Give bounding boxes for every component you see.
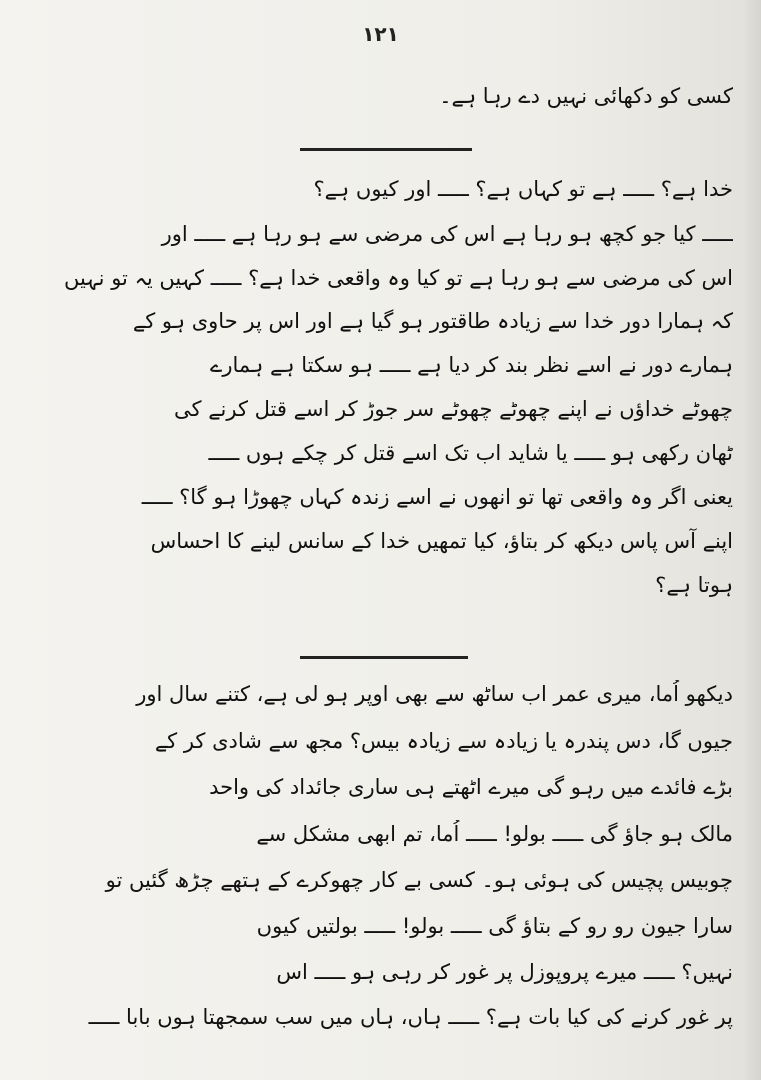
section3-line-1: دیکھو اُما، میری عمر اب ساٹھ سے بھی اوپر ہو لی ہے، کتنے سال اور [136,682,733,706]
section3-line-7: نہیں؟ ـــــ میرے پروپوزل پر غور کر رہی ہو ـــــ اس [276,960,733,984]
section2-line-8: یعنی اگر وہ واقعی تھا تو انھوں نے اسے زندہ کہاں چھوڑا ہو گا؟ ـــــ [141,485,733,509]
section3-line-3: بڑے فائدے میں رہو گی میرے اٹھتے ہی ساری جائداد کی واحد [209,775,733,799]
section-divider-2 [300,656,468,659]
section1-line-1: کسی کو دکھائی نہیں دے رہا ہے۔ [439,84,733,108]
section2-line-1: خدا ہے؟ ـــــ ہے تو کہاں ہے؟ ـــــ اور کیوں ہے؟ [313,177,733,201]
section2-line-7: ٹھان رکھی ہو ـــــ یا شاید اب تک اسے قتل کر چکے ہوں ـــــ [208,441,733,465]
section2-line-10: ہوتا ہے؟ [655,573,733,597]
section2-line-6: چھوٹے خداؤں نے اپنے چھوٹے چھوٹے سر جوڑ کر اسے قتل کرنے کی [174,397,733,421]
section3-line-4: مالک ہو جاؤ گی ـــــ بولو! ـــــ اُما، تم ابھی مشکل سے [256,822,733,846]
section2-line-9: اپنے آس پاس دیکھ کر بتاؤ، کیا تمھیں خدا کے سانس لینے کا احساس [150,529,733,553]
section3-line-5: چوبیس پچیس کی ہوئی ہو۔ کسی بے کار چھوکرے کے ہتھے چڑھ گئیں تو [105,868,733,892]
page-number: ۱۲۱ [362,22,399,46]
section2-line-5: ہمارے دور نے اسے نظر بند کر دیا ہے ـــــ ہو سکتا ہے ہمارے [210,353,733,377]
section2-line-2: ـــــ کیا جو کچھ ہو رہا ہے اس کی مرضی سے ہو رہا ہے ـــــ اور [161,222,733,246]
section2-line-4: کہ ہمارا دور خدا سے زیادہ طاقتور ہو گیا ہے اور اس پر حاوی ہو کے [132,309,733,333]
section3-line-6: سارا جیون رو رو کے بتاؤ گی ـــــ بولو! ـــــ بولتیں کیوں [256,914,733,938]
section3-line-2: جیوں گا، دس پندرہ یا زیادہ سے زیادہ بیس؟ مجھ سے شادی کر کے [154,729,733,753]
section-divider-1 [300,148,472,151]
section3-line-8: پر غور کرنے کی کیا بات ہے؟ ـــــ ہاں، ہاں میں سب سمجھتا ہوں بابا ـــــ [88,1005,733,1029]
page-gutter-shadow [743,0,761,1080]
section2-line-3: اس کی مرضی سے ہو رہا ہے تو کیا وہ واقعی خدا ہے؟ ـــــ کہیں یہ تو نہیں [64,266,733,290]
